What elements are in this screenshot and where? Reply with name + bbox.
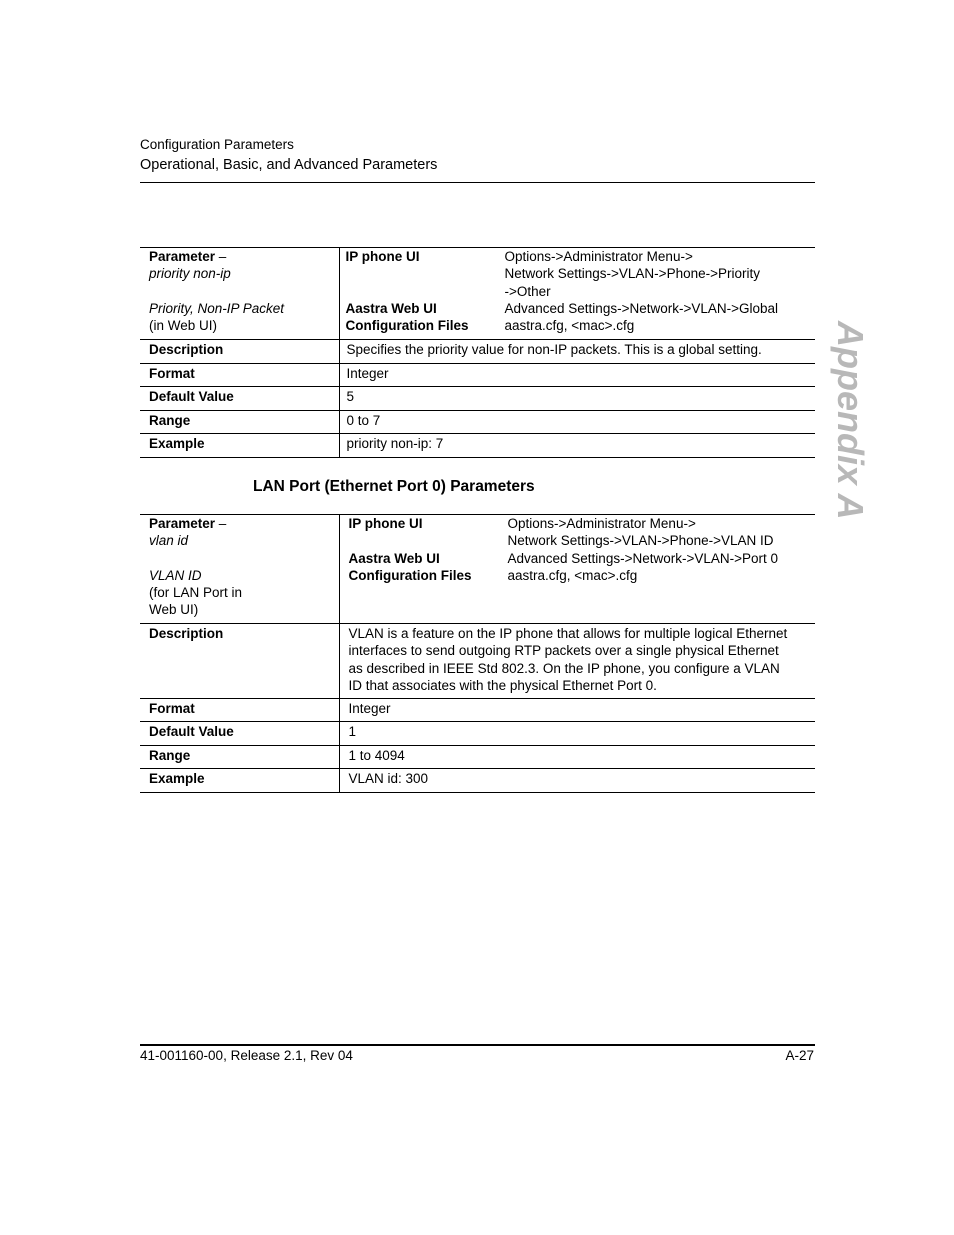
row-value: VLAN id: 300 [339,769,815,793]
table-row [140,340,815,364]
config-files-value: aastra.cfg, <mac>.cfg [504,318,635,334]
row-value: priority non-ip: 7 [339,434,815,458]
web-ui-label: Aastra Web UI [348,550,440,566]
description-line: VLAN is a feature on the IP phone that allows for multiple logical Ethernet [348,626,788,641]
parameter-name: priority non-ip [149,266,231,282]
row-label: Range [140,411,339,434]
row-value: 0 to 7 [339,411,815,434]
web-ui-path: Advanced Settings->Network->VLAN->Global [504,300,779,316]
parameter-dash: – [215,249,227,264]
parameter-cell [140,248,339,340]
description-line: interfaces to send outgoing RTP packets over a single physical Ethernet [348,643,779,659]
footer-page-number: A-27 [785,1048,814,1063]
table-row [140,411,815,434]
web-ui-note: (in Web UI) [149,318,218,334]
parameter-name: vlan id [149,533,189,549]
web-ui-name: Priority, Non-IP Packet [149,300,285,316]
ip-phone-ui-label: IP phone UI [348,516,423,531]
priority-non-ip-table [140,247,815,458]
locations-cell [339,248,815,340]
row-value: Specifies the priority value for non-IP packets. This is a global setting. [339,340,815,364]
table-row [140,699,815,722]
table-row [140,624,815,699]
table-row [140,722,815,746]
footer-divider [140,1044,815,1046]
parameter-label: Parameter [149,516,216,531]
table-row [140,364,815,387]
row-value: 1 to 4094 [339,746,815,769]
row-label: Example [140,769,339,793]
running-header-title: Operational, Basic, and Advanced Parameters [140,157,438,173]
row-label: Range [140,746,339,769]
footer-doc-id: 41-001160-00, Release 2.1, Rev 04 [140,1048,353,1063]
web-ui-label: Aastra Web UI [345,300,437,316]
row-label: Default Value [140,387,339,411]
row-label: Description [140,340,339,364]
ip-phone-ui-path-3: ->Other [504,283,551,299]
web-ui-path: Advanced Settings->Network->VLAN->Port 0 [507,550,779,566]
ip-phone-ui-path-2: Network Settings->VLAN->Phone->Priority [504,266,760,282]
parameter-label: Parameter [149,249,216,264]
description-line: ID that associates with the physical Ethernet Port 0. [348,677,657,693]
ip-phone-ui-path-1: Options->Administrator Menu-> [507,516,696,531]
parameter-cell [140,515,339,624]
row-value: 1 [339,722,815,746]
row-value: Integer [339,364,815,387]
web-ui-note-2: Web UI) [149,602,199,618]
header-divider [140,182,815,183]
parameter-dash: – [215,516,227,531]
row-value: Integer [339,699,815,722]
table-row [140,387,815,411]
ip-phone-ui-path-1: Options->Administrator Menu-> [504,249,693,264]
parameter-row [140,515,815,624]
row-label: Example [140,434,339,458]
section-heading: LAN Port (Ethernet Port 0) Parameters [253,478,535,495]
web-ui-note-1: (for LAN Port in [149,585,243,601]
parameter-row [140,248,815,340]
running-header-section: Configuration Parameters [140,137,294,152]
row-label: Description [140,624,339,699]
appendix-side-tab: Appendix A [830,321,871,520]
row-value: 5 [339,387,815,411]
table-row [140,746,815,769]
table-row [140,434,815,458]
description-value [339,624,815,699]
ip-phone-ui-label: IP phone UI [345,249,420,264]
locations-cell [339,515,815,624]
row-label: Format [140,364,339,387]
vlan-id-table [140,514,815,793]
description-line: as described in IEEE Std 802.3. On the IP phone, you configure a VLAN [348,660,780,676]
ip-phone-ui-path-2: Network Settings->VLAN->Phone->VLAN ID [507,533,774,549]
table-row [140,769,815,793]
config-files-label: Configuration Files [348,567,472,583]
config-files-value: aastra.cfg, <mac>.cfg [507,567,638,583]
web-ui-name: VLAN ID [149,567,202,583]
config-files-label: Configuration Files [345,318,469,334]
row-label: Default Value [140,722,339,746]
row-label: Format [140,699,339,722]
